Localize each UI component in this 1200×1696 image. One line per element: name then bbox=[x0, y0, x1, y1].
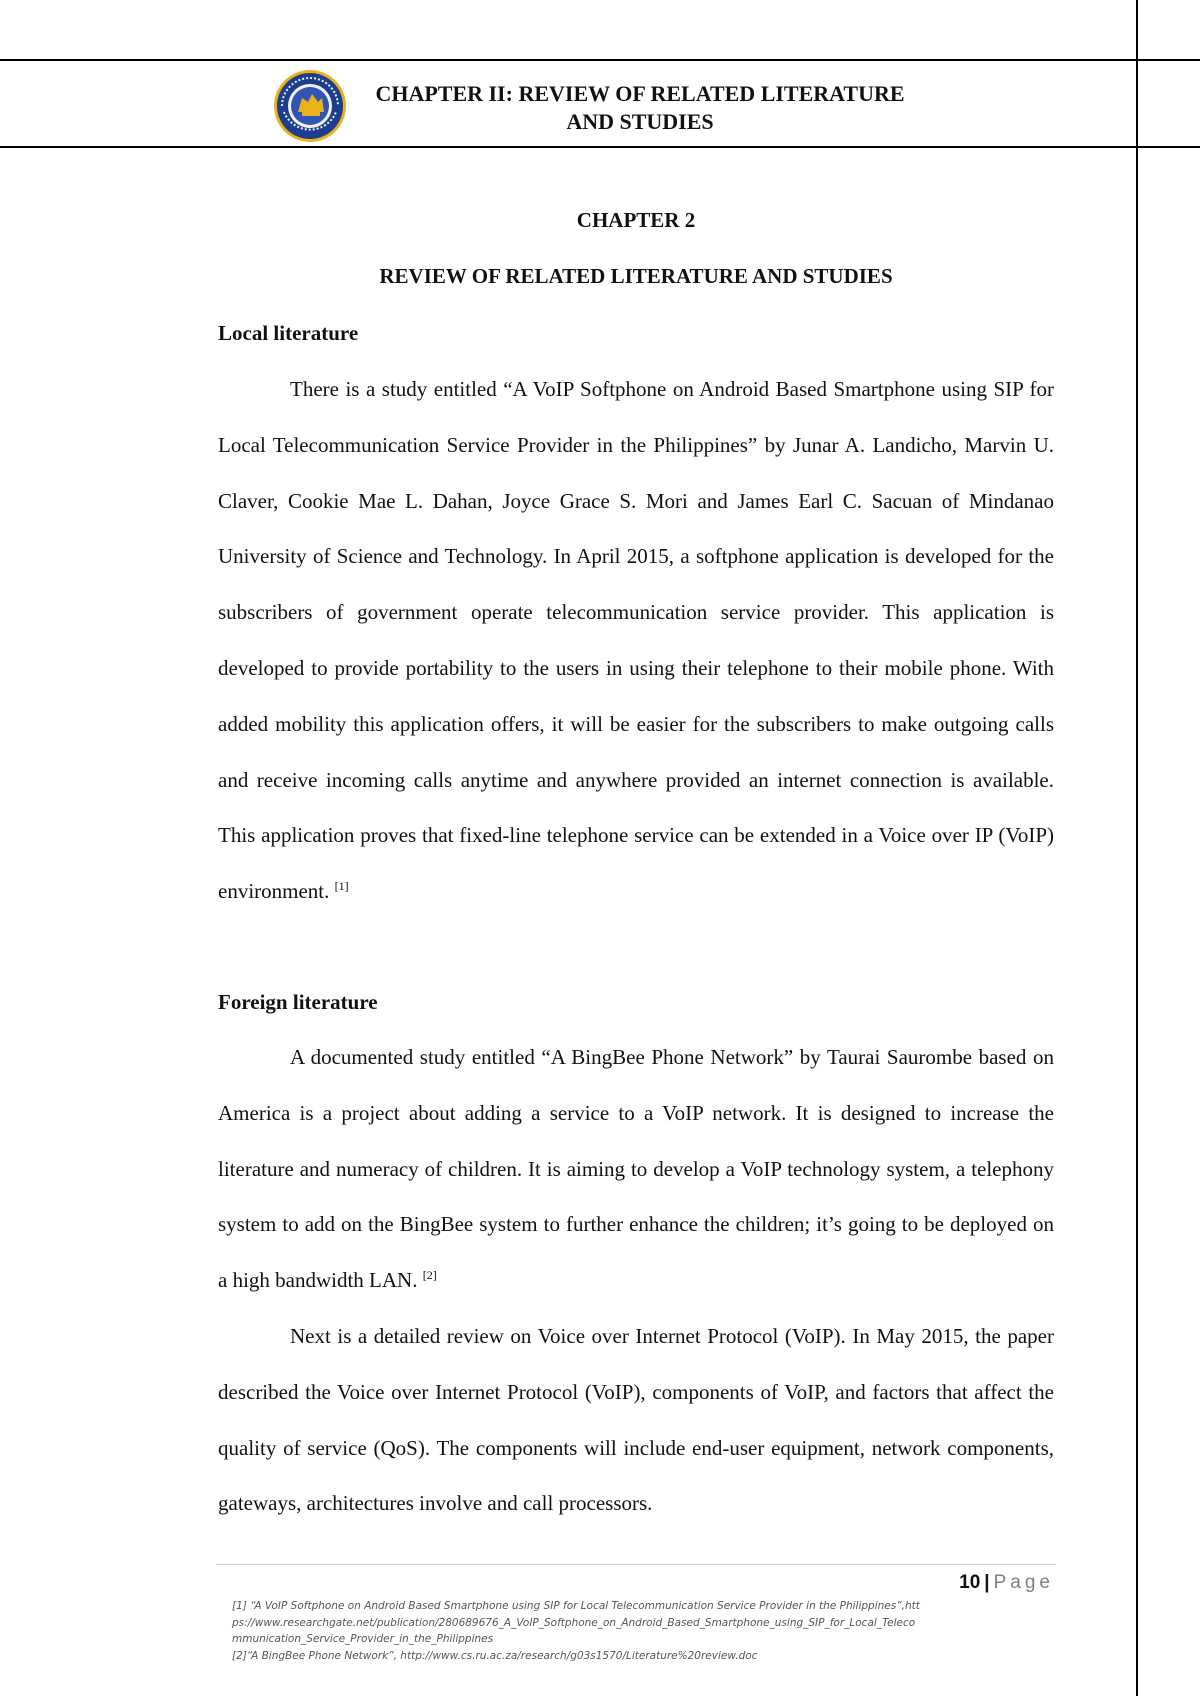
footnote-1: [1] “A VoIP Softphone on Android Based Smartphone using SIP for Local Telecommunication Service Provider in the Philippines”,https://www.researchgate.net/publication/280689676_A_VoIP_Softphone_on_Android_Based_Smartphone_using_SIP_for_Local_Telecommunication_Service_Provider_in_the_Philippines bbox=[232, 1600, 920, 1645]
header-line-1: CHAPTER II: REVIEW OF RELATED LITERATURE bbox=[375, 81, 905, 106]
paragraph-text: A documented study entitled “A BingBee Phone Network” by Taurai Saurombe based on America is a project about adding a service to a VoIP network. It is designed to increase the literature and numeracy of children. It is aiming to develop a VoIP technology system, a telephony system to add on the BingBee system to further enhance the children; it’s going to be deployed on a high bandwidth LAN. bbox=[218, 1045, 1054, 1293]
header-top-rule bbox=[0, 59, 1200, 61]
chapter-number: CHAPTER 2 bbox=[576, 208, 696, 232]
running-header bbox=[340, 80, 940, 136]
voip-review-paragraph bbox=[218, 1309, 1054, 1532]
footnotes bbox=[232, 1598, 922, 1664]
foreign-literature-heading: Foreign literature bbox=[218, 990, 378, 1014]
chapter-title: REVIEW OF RELATED LITERATURE AND STUDIES bbox=[379, 264, 893, 288]
page-number bbox=[942, 1572, 1054, 1594]
citation-ref-1: [1] bbox=[334, 879, 349, 894]
header-line-2: AND STUDIES bbox=[566, 109, 714, 134]
paragraph-text: Next is a detailed review on Voice over Internet Protocol (VoIP). In May 2015, the paper described the Voice over Internet Protocol (VoIP), components of VoIP, and factors that affect the quality of service (QoS). The components will include end-user equipment, network components, gateways, architectures involve and call processors. bbox=[218, 1324, 1054, 1516]
local-literature-paragraph bbox=[218, 362, 1054, 920]
page-number-value: 10 bbox=[959, 1572, 981, 1593]
right-margin-rule bbox=[1136, 0, 1138, 1696]
page-word: Page bbox=[993, 1572, 1054, 1593]
local-literature-heading: Local literature bbox=[218, 321, 359, 345]
paragraph-text: There is a study entitled “A VoIP Softphone on Android Based Smartphone using SIP for Local Telecommunication Service Provider in the Philippines” by Junar A. Landicho, Marvin U. Claver, Cookie Mae L. Dahan, Joyce Grace S. Mori and James Earl C. Sacuan of Mindanao University of Science and Technology. In April 2015, a softphone application is developed for the subscribers of government operate telecommunication service provider. This application is developed to provide portability to the users in using their telephone to their mobile phone. With added mobility this application offers, it will be easier for the subscribers to make outgoing calls and receive incoming calls anytime and anywhere provided an internet connection is available. This application proves that fixed-line telephone service can be extended in a Voice over IP (VoIP) environment. bbox=[218, 377, 1054, 904]
citation-ref-2: [2] bbox=[422, 1268, 437, 1283]
footnote-2: [2]“A BingBee Phone Network”, http://www.cs.ru.ac.za/research/g03s1570/Literature%20review.doc bbox=[232, 1649, 758, 1662]
footer-rule bbox=[216, 1564, 1056, 1565]
foreign-literature-paragraph bbox=[218, 1030, 1054, 1309]
page-number-separator: | bbox=[984, 1572, 990, 1593]
header-bottom-rule bbox=[0, 146, 1200, 148]
university-seal-icon bbox=[272, 68, 348, 144]
